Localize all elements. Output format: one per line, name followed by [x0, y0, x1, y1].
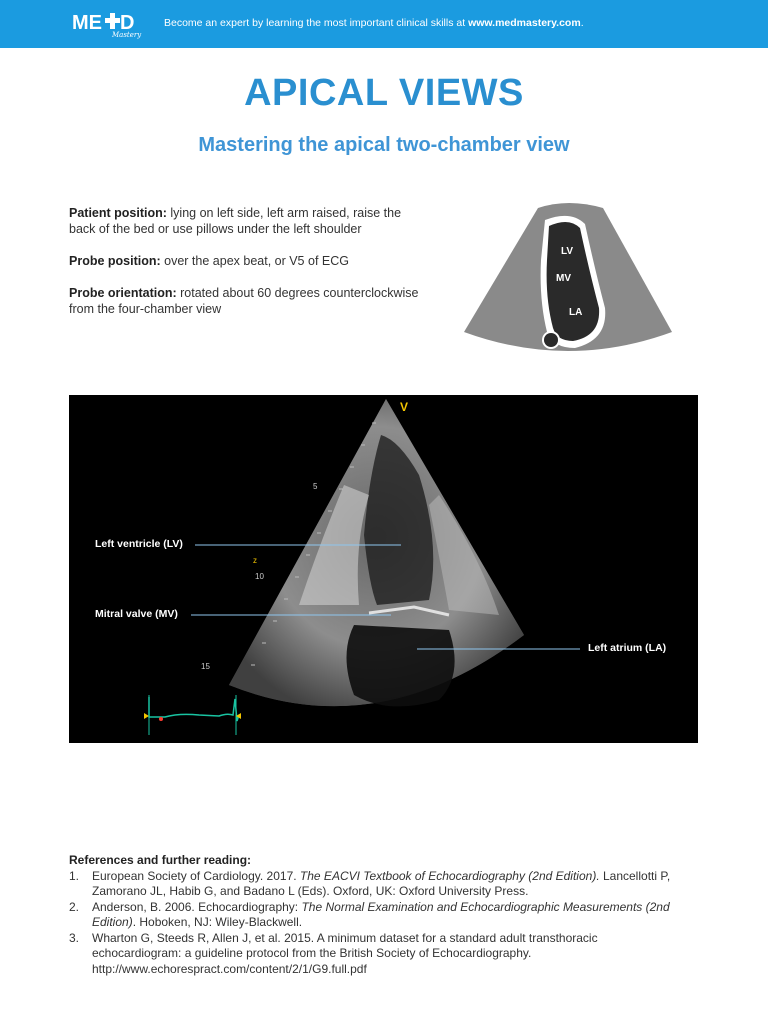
svg-text:ME: ME — [72, 12, 102, 34]
label-mitral-valve: Mitral valve (MV) — [95, 608, 178, 620]
label-left-ventricle: Left ventricle (LV) — [95, 538, 183, 550]
references-title: References and further reading: — [69, 853, 252, 867]
svg-text:Mastery: Mastery — [112, 31, 142, 39]
echocardiogram-image — [69, 395, 698, 743]
top-banner — [0, 0, 768, 48]
patient-position-text: Patient position: lying on left side, left arm raised, raise the back of the bed or use pillows under the left shoulder — [69, 206, 402, 236]
reference-item[interactable]: 3. Wharton G, Steeds R, Allen J, et al. 2015. A minimum dataset for a standard adult transthoracic echocardiogram: a guideline protocol from the British Society of Echocardiography. http://www.echorespract.com/content/2/1/G9.full.pdf — [69, 930, 598, 976]
depth-label-10: 10 — [255, 572, 264, 581]
la-cavity — [347, 625, 455, 706]
depth-label-15: 15 — [201, 662, 210, 671]
depth-label-5: 5 — [313, 482, 318, 491]
diagram-label-lv: LV — [561, 246, 574, 257]
reference-item: 2. Anderson, B. 2006. Echocardiography: The Normal Examination and Echocardiographic Measurements (2nd Edition). Hoboken, NJ: Wiley-Blackwell. — [69, 899, 670, 929]
reference-item: 1. European Society of Cardiology. 2017. The EACVI Textbook of Echocardiography (2nd Edition). Lancellotti P, Zamorano JL, Habib G, and Badano L (Eds). Oxford, UK: Oxford University Press. — [69, 868, 671, 898]
ecg-trace — [144, 695, 241, 735]
label-left-atrium: Left atrium (LA) — [588, 642, 667, 654]
site-link[interactable]: www.medmastery.com — [468, 17, 581, 29]
probe-position-text: Probe position: over the apex beat, or V5 of ECG — [69, 254, 349, 268]
orientation-marker: V — [400, 400, 409, 414]
probe-orientation-text: Probe orientation: rotated about 60 degrees counterclockwise from the four-chamber view — [69, 286, 419, 316]
banner-tagline: Become an expert by learning the most important clinical skills at www.medmastery.com. — [164, 17, 584, 29]
diagram-label-la: LA — [569, 307, 583, 318]
page-subtitle: Mastering the apical two-chamber view — [198, 134, 570, 156]
diagram-label-mv: MV — [556, 273, 571, 284]
medmastery-logo[interactable] — [72, 9, 142, 39]
page-title: APICAL VIEWS — [244, 72, 524, 114]
svg-text:z: z — [253, 556, 257, 565]
svg-text:D: D — [120, 12, 135, 34]
references-section — [69, 853, 689, 977]
apical-two-chamber-diagram — [463, 200, 673, 356]
